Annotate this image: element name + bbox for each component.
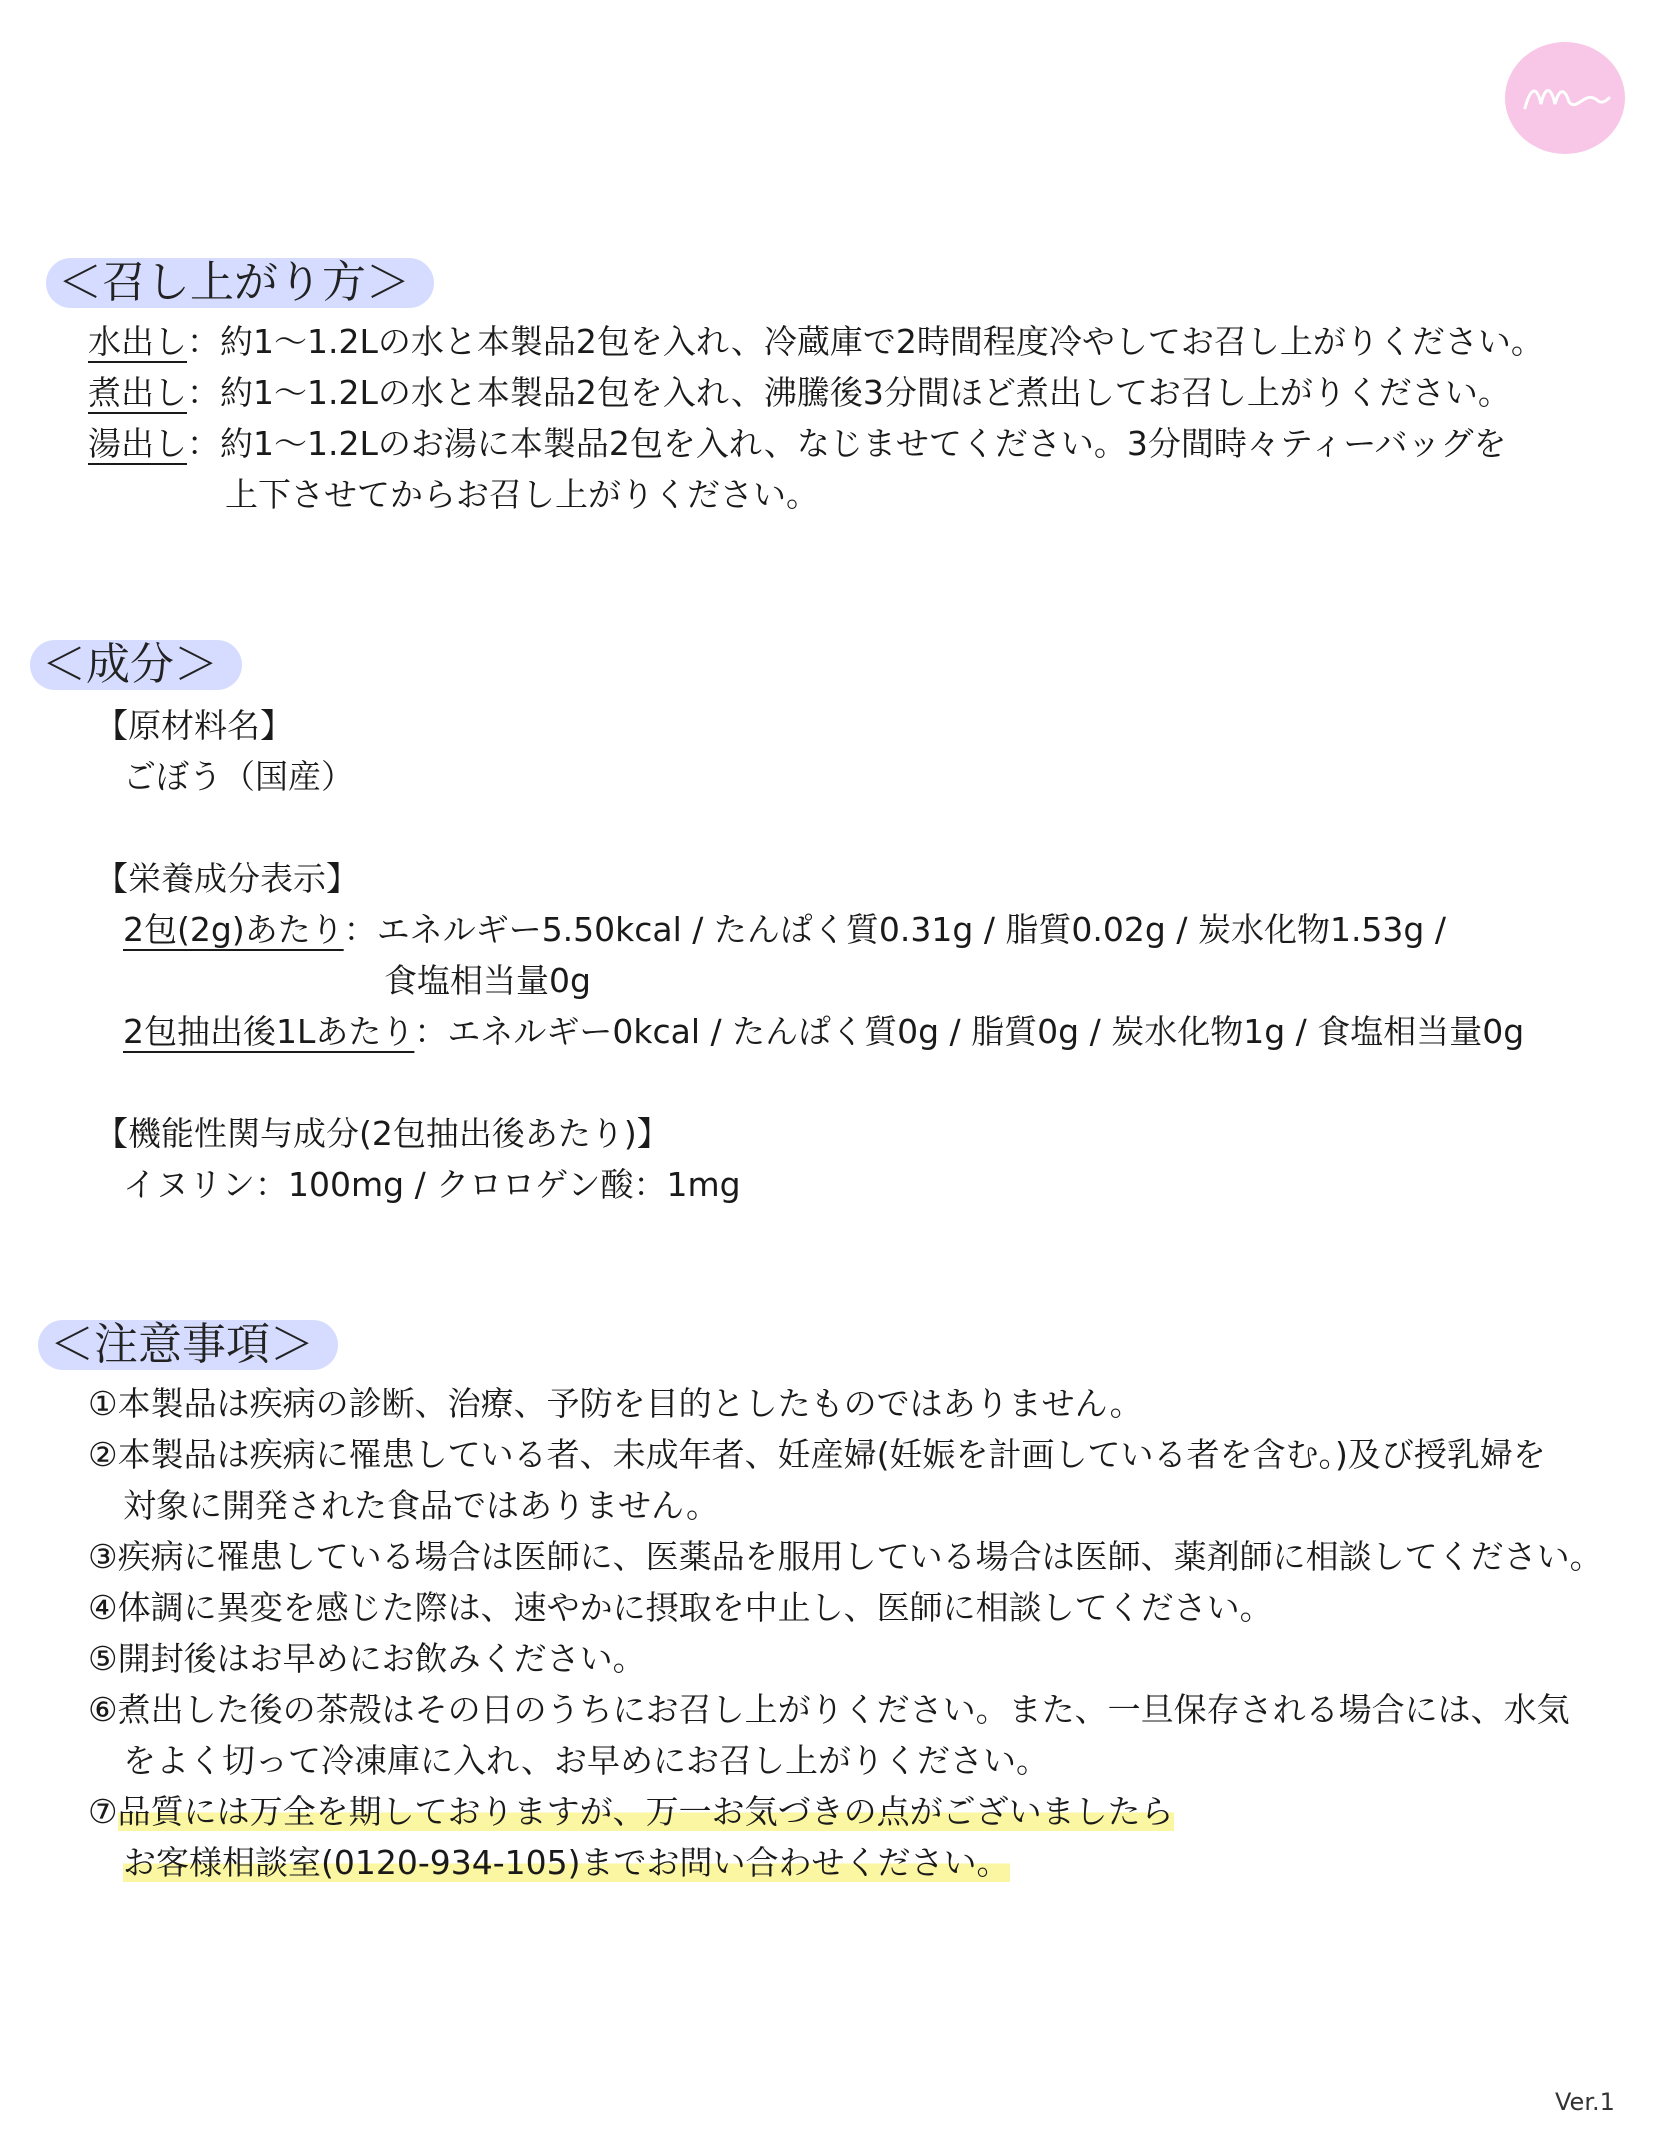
usage-item-cold: 水出し：約1〜1.2Lの水と本製品2包を入れ、冷蔵庫で2時間程度冷やしてお召し上がりください。 (88, 322, 1544, 361)
cautions-section-title: ＜注意事項＞ (38, 1320, 338, 1370)
usage-label-boil: 煮出し (88, 373, 187, 412)
caution-line-1: ①本製品は疾病の診断、治療、予防を目的としたものではありません。 (88, 1384, 1143, 1423)
nutrition-label-per-2g: 2包(2g)あたり (123, 910, 344, 949)
functional-heading: 【機能性関与成分(2包抽出後あたり)】 (95, 1114, 670, 1153)
wave-logo-icon (1505, 42, 1625, 154)
caution-line-6: ⑥煮出した後の茶殻はその日のうちにお召し上がりください。また、一旦保存される場合には、水気 (88, 1690, 1570, 1729)
caution-line-5: ⑤開封後はお早めにお飲みください。 (88, 1639, 646, 1678)
usage-item-boil: 煮出し：約1〜1.2Lの水と本製品2包を入れ、沸騰後3分間ほど煮出してお召し上がりください。 (88, 373, 1511, 412)
nutrition-text-per-2g: エネルギー5.50kcal / たんぱく質0.31g / 脂質0.02g / 炭水化物1.53g / (376, 910, 1446, 949)
usage-label-cold: 水出し (88, 322, 187, 361)
usage-item-hot: 湯出し：約1〜1.2Lのお湯に本製品2包を入れ、なじませてください。3分間時々ティーバッグを (88, 424, 1507, 463)
caution-line-3: ③疾病に罹患している場合は医師に、医薬品を服用している場合は医師、薬剤師に相談してください。 (88, 1537, 1603, 1576)
usage-label-hot: 湯出し (88, 424, 187, 463)
functional-value: イヌリン：100mg / クロロゲン酸：1mg (123, 1165, 741, 1204)
version-label: Ver.1 (1555, 2088, 1615, 2116)
brand-logo (1505, 42, 1625, 154)
nutrition-heading: 【栄養成分表示】 (95, 859, 359, 898)
caution-line-2-cont: 対象に開発された食品ではありません。 (123, 1486, 719, 1525)
usage-text-hot: 約1〜1.2Lのお湯に本製品2包を入れ、なじませてください。3分間時々ティーバッグを (220, 424, 1507, 463)
usage-text-boil: 約1〜1.2Lの水と本製品2包を入れ、沸騰後3分間ほど煮出してお召し上がりください。 (220, 373, 1511, 412)
raw-material-value: ごぼう（国産） (123, 757, 354, 796)
caution-line-6-cont: をよく切って冷凍庫に入れ、お早めにお召し上がりください。 (123, 1741, 1049, 1780)
caution-line-7-cont (123, 1839, 1010, 1887)
caution-line-4: ④体調に異変を感じた際は、速やかに摂取を中止し、医師に相談してください。 (88, 1588, 1273, 1627)
nutrition-label-per-1l: 2包抽出後1Lあたり (123, 1012, 415, 1051)
nutrition-row-per-1l: 2包抽出後1Lあたり：エネルギー0kcal / たんぱく質0g / 脂質0g / 炭水化物1g / 食塩相当量0g (123, 1012, 1525, 1051)
usage-text-hot-cont: 上下させてからお召し上がりください。 (225, 475, 819, 514)
caution-line-7: ⑦品質には万全を期しておりますが、万一お気づきの点がございましたら (88, 1792, 1174, 1831)
raw-material-heading: 【原材料名】 (95, 706, 293, 745)
caution-highlight-2: お客様相談室(0120-934-105)までお問い合わせください。 (123, 1843, 1010, 1882)
nutrition-text-per-2g-cont: 食塩相当量0g (384, 961, 591, 1000)
usage-text-cold: 約1〜1.2Lの水と本製品2包を入れ、冷蔵庫で2時間程度冷やしてお召し上がりください。 (220, 322, 1544, 361)
caution-highlight-1: 品質には万全を期しておりますが、万一お気づきの点がございましたら (117, 1792, 1174, 1831)
caution-line-2: ②本製品は疾病に罹患している者、未成年者、妊産婦(妊娠を計画している者を含む。)及び授乳婦を (88, 1435, 1546, 1474)
ingredients-section-title: ＜成分＞ (30, 640, 242, 690)
nutrition-text-per-1l: エネルギー0kcal / たんぱく質0g / 脂質0g / 炭水化物1g / 食塩相当量0g (447, 1012, 1525, 1051)
usage-section-title: ＜召し上がり方＞ (46, 258, 434, 308)
nutrition-row-per-2g: 2包(2g)あたり：エネルギー5.50kcal / たんぱく質0.31g / 脂質0.02g / 炭水化物1.53g / (123, 910, 1446, 949)
